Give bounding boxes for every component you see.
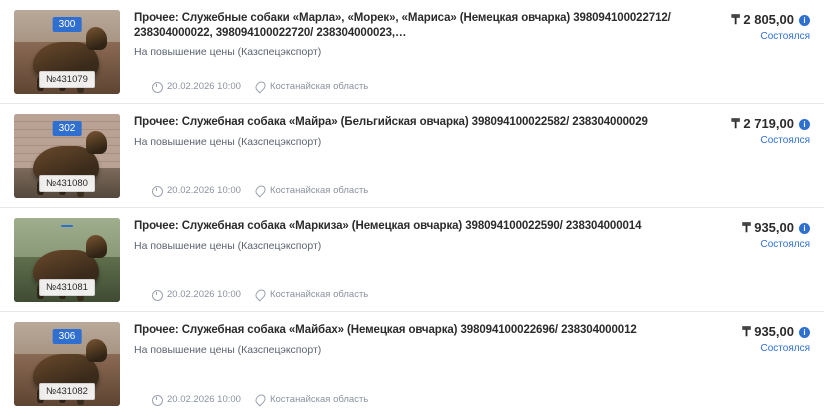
status-badge: Состоялся — [760, 31, 810, 42]
info-icon[interactable]: i — [799, 223, 810, 234]
lot-details — [120, 218, 690, 253]
lot-price-block — [690, 10, 810, 42]
location-pin-icon — [253, 287, 267, 301]
info-icon[interactable]: i — [799, 15, 810, 26]
lot-number-badge: №431080 — [39, 175, 95, 192]
lot-subtitle: На повышение цены (Казспецэкспорт) — [134, 135, 322, 148]
lot-price-block — [690, 322, 810, 354]
location-pin-icon — [253, 183, 267, 197]
price-line — [690, 116, 810, 132]
lot-price-block — [690, 114, 810, 146]
status-badge: Состоялся — [760, 343, 810, 354]
lot-number-badge: №431079 — [39, 71, 95, 88]
lot-region — [255, 289, 368, 301]
lot-subtitle: На повышение цены (Казспецэкспорт) — [134, 239, 322, 252]
location-pin-icon — [253, 79, 267, 93]
lot-title[interactable]: Прочее: Служебные собаки «Марла», «Морек», «Мариса» (Немецкая овчарка) 398094100022712/ 238304000022, 398094100022720/ 238304000023,… — [134, 12, 671, 39]
lot-details — [120, 114, 690, 149]
lot-datetime-text: 20.02.2026 10:00 — [167, 289, 241, 300]
lot-thumbnail[interactable] — [14, 322, 120, 406]
clock-icon — [152, 395, 163, 406]
lot-region — [255, 185, 368, 197]
price-line — [690, 324, 810, 340]
status-badge: Состоялся — [760, 239, 810, 250]
lot-details — [120, 10, 690, 59]
lot-region-text: Костанайская область — [269, 81, 369, 92]
lot-price: ₸ 935,00 — [742, 324, 794, 339]
lot-region — [255, 81, 368, 93]
lot-thumbnail[interactable] — [14, 10, 120, 94]
lot-number-badge: №431081 — [39, 279, 95, 296]
lot-title[interactable]: Прочее: Служебная собака «Майбах» (Немецкая овчарка) 398094100022696/ 238304000012 — [134, 324, 637, 336]
clock-icon — [152, 290, 163, 301]
lot-datetime-text: 20.02.2026 10:00 — [167, 185, 241, 196]
lot-datetime-text: 20.02.2026 10:00 — [167, 394, 241, 405]
lot-datetime — [152, 394, 241, 406]
info-icon[interactable]: i — [799, 119, 810, 130]
price-line — [690, 12, 810, 28]
lot-datetime — [152, 185, 241, 197]
lot-region-text: Костанайская область — [269, 289, 369, 300]
lot-thumbnail[interactable] — [14, 114, 120, 198]
list-item[interactable] — [0, 0, 824, 104]
lot-meta — [152, 394, 368, 406]
list-item[interactable] — [0, 312, 824, 416]
list-item[interactable] — [0, 104, 824, 208]
lot-number-badge: №431082 — [39, 383, 95, 400]
photo-number-badge: 302 — [53, 121, 82, 136]
clock-icon — [152, 82, 163, 93]
lot-thumbnail[interactable] — [14, 218, 120, 302]
lot-price-block — [690, 218, 810, 250]
lot-meta — [152, 185, 368, 197]
photo-number-badge — [61, 225, 73, 227]
status-badge: Состоялся — [760, 135, 810, 146]
lot-subtitle: На повышение цены (Казспецэкспорт) — [134, 343, 322, 356]
list-item[interactable] — [0, 208, 824, 312]
lot-datetime — [152, 81, 241, 93]
lot-region — [255, 394, 368, 406]
lot-region-text: Костанайская область — [269, 185, 369, 196]
lot-subtitle: На повышение цены (Казспецэкспорт) — [134, 46, 322, 58]
lot-price: ₸ 935,00 — [742, 220, 794, 235]
clock-icon — [152, 186, 163, 197]
lot-title[interactable]: Прочее: Служебная собака «Маркиза» (Немецкая овчарка) 398094100022590/ 238304000014 — [134, 220, 642, 232]
lot-price: ₸ 2 719,00 — [731, 116, 794, 131]
lot-price: ₸ 2 805,00 — [731, 12, 794, 27]
photo-number-badge: 306 — [53, 329, 82, 344]
location-pin-icon — [253, 392, 267, 406]
lot-details — [120, 322, 690, 357]
lot-title[interactable]: Прочее: Служебная собака «Майра» (Бельгийская овчарка) 398094100022582/ 238304000029 — [134, 116, 648, 128]
lot-meta — [152, 81, 368, 93]
lot-datetime — [152, 289, 241, 301]
price-line — [690, 220, 810, 236]
lot-meta — [152, 289, 368, 301]
photo-number-badge: 300 — [53, 17, 82, 32]
lot-region-text: Костанайская область — [269, 394, 369, 405]
info-icon[interactable]: i — [799, 327, 810, 338]
lot-datetime-text: 20.02.2026 10:00 — [167, 81, 241, 92]
